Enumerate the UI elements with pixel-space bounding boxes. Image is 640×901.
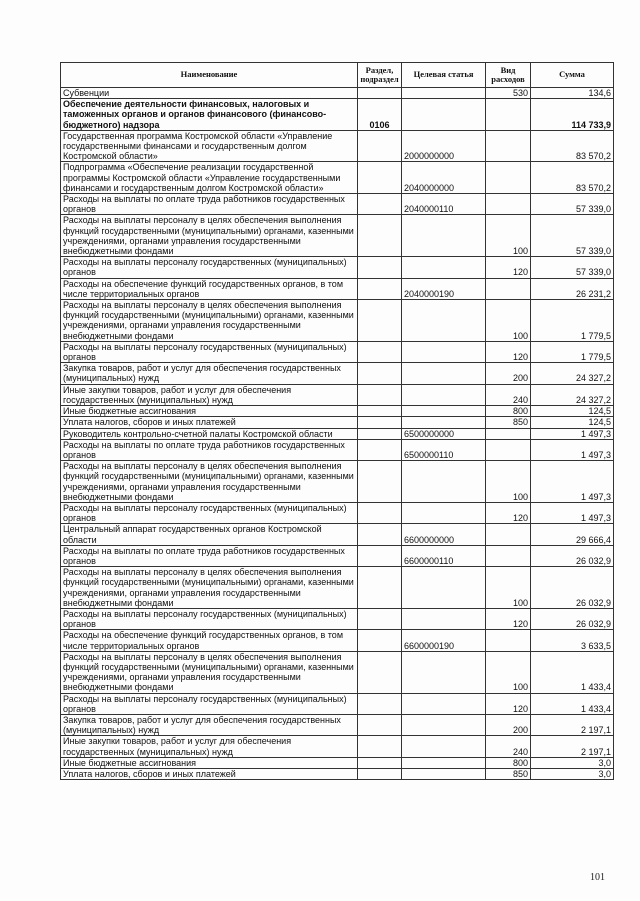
table-row <box>61 341 614 362</box>
row-section <box>358 417 402 428</box>
row-name: Расходы на выплаты персоналу государственных (муниципальных) органов <box>61 341 358 362</box>
row-name: Расходы на выплаты персоналу государственных (муниципальных) органов <box>61 502 358 523</box>
row-name: Иные бюджетные ассигнования <box>61 757 358 768</box>
row-target <box>402 300 486 342</box>
header-section: Раздел, подраздел <box>358 63 402 88</box>
row-expense-type: 850 <box>486 417 531 428</box>
row-section <box>358 608 402 629</box>
row-expense-type: 120 <box>486 608 531 629</box>
row-expense-type <box>486 630 531 651</box>
row-expense-type: 100 <box>486 215 531 257</box>
row-sum: 1 779,5 <box>531 341 614 362</box>
budget-table <box>60 62 614 780</box>
row-expense-type <box>486 545 531 566</box>
table-row <box>61 567 614 609</box>
row-section <box>358 428 402 439</box>
row-target: 2000000000 <box>402 130 486 162</box>
table-row <box>61 714 614 735</box>
row-sum: 57 339,0 <box>531 194 614 215</box>
row-section <box>358 439 402 460</box>
row-sum: 3 633,5 <box>531 630 614 651</box>
row-name: Подпрограмма «Обеспечение реализации государственной программы Костромской области «Управление государственными финансами и государственным долгом Костромской области» <box>61 162 358 194</box>
row-section <box>358 567 402 609</box>
row-sum: 1 779,5 <box>531 300 614 342</box>
row-expense-type: 800 <box>486 757 531 768</box>
row-section <box>358 693 402 714</box>
row-name: Расходы на обеспечение функций государственных органов, в том числе территориальных органов <box>61 630 358 651</box>
table-row <box>61 363 614 384</box>
table-row <box>61 630 614 651</box>
row-name: Расходы на выплаты по оплате труда работников государственных органов <box>61 439 358 460</box>
table-body <box>61 88 614 780</box>
row-target: 2040000110 <box>402 194 486 215</box>
row-section <box>358 215 402 257</box>
row-sum: 1 497,3 <box>531 461 614 503</box>
row-sum: 83 570,2 <box>531 162 614 194</box>
row-expense-type: 120 <box>486 341 531 362</box>
row-sum: 24 327,2 <box>531 363 614 384</box>
row-section <box>358 524 402 545</box>
header-target: Целевая статья <box>402 63 486 88</box>
row-name: Расходы на выплаты по оплате труда работников государственных органов <box>61 545 358 566</box>
row-section <box>358 630 402 651</box>
table-row <box>61 428 614 439</box>
row-expense-type <box>486 162 531 194</box>
row-expense-type: 120 <box>486 502 531 523</box>
row-target <box>402 417 486 428</box>
row-section <box>358 461 402 503</box>
row-expense-type <box>486 278 531 299</box>
row-target <box>402 363 486 384</box>
row-name: Уплата налогов, сборов и иных платежей <box>61 417 358 428</box>
row-section <box>358 714 402 735</box>
row-sum: 114 733,9 <box>531 99 614 131</box>
row-expense-type: 120 <box>486 257 531 278</box>
row-sum: 29 666,4 <box>531 524 614 545</box>
row-target <box>402 384 486 405</box>
row-name: Обеспечение деятельности финансовых, налоговых и таможенных органов и органов финансового (финансово-бюджетного) надзора <box>61 99 358 131</box>
row-sum: 2 197,1 <box>531 736 614 757</box>
table-row <box>61 769 614 780</box>
row-section <box>358 502 402 523</box>
row-expense-type <box>486 524 531 545</box>
row-expense-type <box>486 130 531 162</box>
row-sum: 1 497,3 <box>531 502 614 523</box>
row-name: Центральный аппарат государственных органов Костромской области <box>61 524 358 545</box>
table-row <box>61 384 614 405</box>
row-sum: 83 570,2 <box>531 130 614 162</box>
row-section <box>358 384 402 405</box>
row-target <box>402 88 486 99</box>
row-section <box>358 194 402 215</box>
row-target <box>402 257 486 278</box>
table-row <box>61 461 614 503</box>
table-row <box>61 300 614 342</box>
row-name: Расходы на выплаты персоналу государственных (муниципальных) органов <box>61 693 358 714</box>
row-expense-type <box>486 194 531 215</box>
row-target: 6500000000 <box>402 428 486 439</box>
row-sum: 24 327,2 <box>531 384 614 405</box>
row-name: Иные закупки товаров, работ и услуг для обеспечения государственных (муниципальных) нужд <box>61 384 358 405</box>
row-sum: 124,5 <box>531 406 614 417</box>
row-target <box>402 215 486 257</box>
row-expense-type: 240 <box>486 736 531 757</box>
row-name: Расходы на выплаты персоналу государственных (муниципальных) органов <box>61 608 358 629</box>
row-sum: 26 032,9 <box>531 567 614 609</box>
row-name: Закупка товаров, работ и услуг для обеспечения государственных (муниципальных) нужд <box>61 363 358 384</box>
row-expense-type: 120 <box>486 693 531 714</box>
row-name: Государственная программа Костромской области «Управление государственными финансами и государственным долгом Костромской области» <box>61 130 358 162</box>
row-target <box>402 757 486 768</box>
row-section: 0106 <box>358 99 402 131</box>
header-expense-type: Вид расходов <box>486 63 531 88</box>
row-name: Иные бюджетные ассигнования <box>61 406 358 417</box>
row-section <box>358 278 402 299</box>
row-target: 2040000190 <box>402 278 486 299</box>
row-target: 2040000000 <box>402 162 486 194</box>
row-expense-type: 200 <box>486 363 531 384</box>
table-row <box>61 162 614 194</box>
row-target <box>402 567 486 609</box>
row-expense-type <box>486 428 531 439</box>
row-sum: 1 433,4 <box>531 651 614 693</box>
row-target <box>402 461 486 503</box>
page-number: 101 <box>590 872 605 883</box>
table-row <box>61 130 614 162</box>
row-expense-type: 200 <box>486 714 531 735</box>
row-sum: 134,6 <box>531 88 614 99</box>
table-row <box>61 736 614 757</box>
row-sum: 57 339,0 <box>531 215 614 257</box>
row-sum: 57 339,0 <box>531 257 614 278</box>
row-target: 6600000000 <box>402 524 486 545</box>
table-header-row <box>61 63 614 88</box>
row-sum: 26 231,2 <box>531 278 614 299</box>
row-expense-type: 850 <box>486 769 531 780</box>
row-expense-type: 240 <box>486 384 531 405</box>
row-name: Расходы на обеспечение функций государственных органов, в том числе территориальных органов <box>61 278 358 299</box>
table-row <box>61 99 614 131</box>
row-expense-type: 100 <box>486 651 531 693</box>
row-section <box>358 651 402 693</box>
row-section <box>358 162 402 194</box>
row-target <box>402 769 486 780</box>
row-section <box>358 130 402 162</box>
row-name: Субвенции <box>61 88 358 99</box>
table-row <box>61 757 614 768</box>
row-sum: 124,5 <box>531 417 614 428</box>
row-target: 6500000110 <box>402 439 486 460</box>
row-name: Расходы на выплаты персоналу в целях обеспечения выполнения функций государственными (муниципальными) органами, казенными учреждениями, органами управления государственными внебюджетными фондами <box>61 300 358 342</box>
table-row <box>61 417 614 428</box>
row-sum: 1 433,4 <box>531 693 614 714</box>
row-expense-type <box>486 439 531 460</box>
row-section <box>358 545 402 566</box>
row-section <box>358 406 402 417</box>
row-expense-type: 100 <box>486 300 531 342</box>
row-name: Иные закупки товаров, работ и услуг для обеспечения государственных (муниципальных) нужд <box>61 736 358 757</box>
row-target <box>402 693 486 714</box>
row-section <box>358 769 402 780</box>
row-section <box>358 88 402 99</box>
table-row <box>61 502 614 523</box>
row-expense-type <box>486 99 531 131</box>
row-name: Расходы на выплаты персоналу в целях обеспечения выполнения функций государственными (муниципальными) органами, казенными учреждениями, органами управления государственными внебюджетными фондами <box>61 651 358 693</box>
row-sum: 3,0 <box>531 769 614 780</box>
row-section <box>358 257 402 278</box>
table-row <box>61 524 614 545</box>
table-row <box>61 406 614 417</box>
row-name: Закупка товаров, работ и услуг для обеспечения государственных (муниципальных) нужд <box>61 714 358 735</box>
row-name: Расходы на выплаты персоналу в целях обеспечения выполнения функций государственными (муниципальными) органами, казенными учреждениями, органами управления государственными внебюджетными фондами <box>61 461 358 503</box>
row-name: Расходы на выплаты по оплате труда работников государственных органов <box>61 194 358 215</box>
table-row <box>61 608 614 629</box>
table-row <box>61 257 614 278</box>
row-section <box>358 341 402 362</box>
row-section <box>358 757 402 768</box>
row-target <box>402 502 486 523</box>
row-section <box>358 363 402 384</box>
row-name: Расходы на выплаты персоналу в целях обеспечения выполнения функций государственными (муниципальными) органами, казенными учреждениями, органами управления государственными внебюджетными фондами <box>61 215 358 257</box>
row-target <box>402 406 486 417</box>
row-name: Руководитель контрольно-счетной палаты Костромской области <box>61 428 358 439</box>
row-target <box>402 651 486 693</box>
table-row <box>61 88 614 99</box>
row-target <box>402 99 486 131</box>
row-target <box>402 608 486 629</box>
row-sum: 26 032,9 <box>531 608 614 629</box>
row-section <box>358 736 402 757</box>
table-row <box>61 439 614 460</box>
row-target: 6600000190 <box>402 630 486 651</box>
table-row <box>61 215 614 257</box>
header-name: Наименование <box>61 63 358 88</box>
row-sum: 1 497,3 <box>531 428 614 439</box>
row-expense-type: 100 <box>486 567 531 609</box>
table-row <box>61 194 614 215</box>
table-row <box>61 278 614 299</box>
row-sum: 3,0 <box>531 757 614 768</box>
row-target <box>402 736 486 757</box>
table-row <box>61 693 614 714</box>
row-expense-type: 530 <box>486 88 531 99</box>
header-sum: Сумма <box>531 63 614 88</box>
row-name: Расходы на выплаты персоналу государственных (муниципальных) органов <box>61 257 358 278</box>
row-expense-type: 800 <box>486 406 531 417</box>
row-expense-type: 100 <box>486 461 531 503</box>
row-target: 6600000110 <box>402 545 486 566</box>
table-row <box>61 545 614 566</box>
row-sum: 1 497,3 <box>531 439 614 460</box>
table-row <box>61 651 614 693</box>
row-target <box>402 714 486 735</box>
row-name: Уплата налогов, сборов и иных платежей <box>61 769 358 780</box>
row-sum: 26 032,9 <box>531 545 614 566</box>
row-name: Расходы на выплаты персоналу в целях обеспечения выполнения функций государственными (муниципальными) органами, казенными учреждениями, органами управления государственными внебюджетными фондами <box>61 567 358 609</box>
row-sum: 2 197,1 <box>531 714 614 735</box>
row-section <box>358 300 402 342</box>
row-target <box>402 341 486 362</box>
